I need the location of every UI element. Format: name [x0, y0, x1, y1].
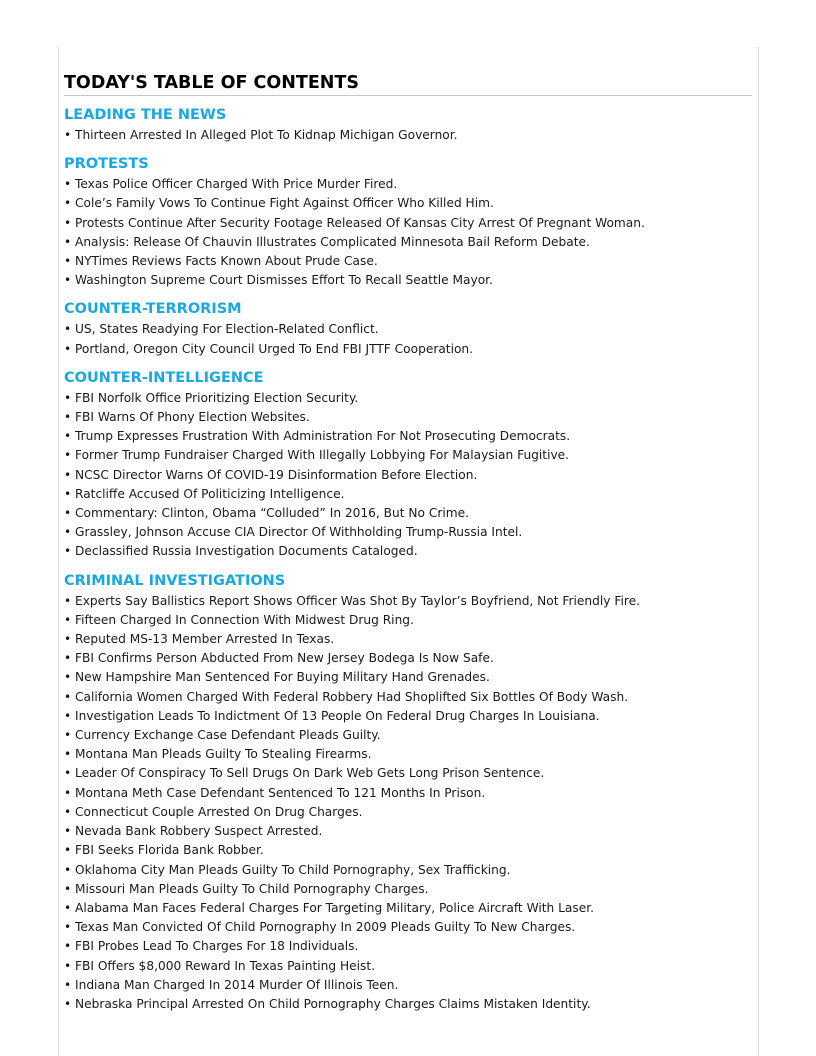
- headline-link[interactable]: Texas Police Officer Charged With Price Murder Fired.: [75, 177, 398, 192]
- toc-section: [64, 300, 752, 358]
- headline-list: [64, 175, 752, 290]
- headline-link[interactable]: Grassley, Johnson Accuse CIA Director Of Withholding Trump-Russia Intel.: [75, 525, 523, 540]
- headline-link[interactable]: Portland, Oregon City Council Urged To End FBI JTTF Cooperation.: [75, 341, 474, 356]
- headline-link[interactable]: Leader Of Conspiracy To Sell Drugs On Dark Web Gets Long Prison Sentence.: [75, 766, 545, 781]
- bullet-icon: •: [64, 544, 72, 559]
- headline-link[interactable]: FBI Probes Lead To Charges For 18 Individuals.: [75, 939, 359, 954]
- headline-link[interactable]: Investigation Leads To Indictment Of 13 People On Federal Drug Charges In Louisiana.: [75, 708, 600, 723]
- bullet-icon: •: [64, 177, 72, 192]
- bullet-icon: •: [64, 728, 72, 743]
- headline-link[interactable]: Trump Expresses Frustration With Administration For Not Prosecuting Democrats.: [75, 429, 571, 444]
- headline-link[interactable]: Alabama Man Faces Federal Charges For Targeting Military, Police Aircraft With Laser.: [75, 900, 594, 915]
- bullet-icon: •: [64, 486, 72, 501]
- headline-link[interactable]: New Hampshire Man Sentenced For Buying Military Hand Grenades.: [75, 670, 490, 685]
- headline-item[interactable]: [64, 271, 752, 290]
- headline-link[interactable]: FBI Confirms Person Abducted From New Jersey Bodega Is Now Safe.: [75, 651, 494, 666]
- bullet-icon: •: [64, 506, 72, 521]
- headline-link[interactable]: Declassified Russia Investigation Documents Cataloged.: [75, 544, 418, 559]
- bullet-icon: •: [64, 448, 72, 463]
- headline-item[interactable]: [64, 252, 752, 271]
- headline-link[interactable]: FBI Warns Of Phony Election Websites.: [75, 410, 310, 425]
- bullet-icon: •: [64, 215, 72, 230]
- bullet-icon: •: [64, 862, 72, 877]
- headline-list: [64, 320, 752, 358]
- section-heading[interactable]: COUNTER-INTELLIGENCE: [64, 369, 264, 386]
- headline-item[interactable]: [64, 976, 752, 995]
- headline-item[interactable]: [64, 918, 752, 937]
- headline-link[interactable]: Montana Meth Case Defendant Sentenced To 121 Months In Prison.: [75, 785, 486, 800]
- headline-item[interactable]: [64, 485, 752, 504]
- headline-item[interactable]: [64, 611, 752, 630]
- headline-item[interactable]: [64, 630, 752, 649]
- headline-link[interactable]: Protests Continue After Security Footage Released Of Kansas City Arrest Of Pregnant Woman.: [75, 215, 645, 230]
- bullet-icon: •: [64, 747, 72, 762]
- headline-item[interactable]: [64, 427, 752, 446]
- headline-link[interactable]: Missouri Man Pleads Guilty To Child Pornography Charges.: [75, 881, 429, 896]
- headline-link[interactable]: Indiana Man Charged In 2014 Murder Of Illinois Teen.: [75, 977, 399, 992]
- headline-link[interactable]: NYTimes Reviews Facts Known About Prude Case.: [75, 254, 378, 269]
- headline-item[interactable]: [64, 803, 752, 822]
- toc-section: [64, 106, 752, 145]
- bullet-icon: •: [64, 824, 72, 839]
- bullet-icon: •: [64, 525, 72, 540]
- headline-link[interactable]: FBI Norfolk Office Prioritizing Election Security.: [75, 390, 359, 405]
- headline-link[interactable]: Connecticut Couple Arrested On Drug Charges.: [75, 804, 363, 819]
- bullet-icon: •: [64, 843, 72, 858]
- headline-link[interactable]: Commentary: Clinton, Obama “Colluded” In 2016, But No Crime.: [75, 506, 470, 521]
- headline-link[interactable]: FBI Offers $8,000 Reward In Texas Painting Heist.: [75, 958, 376, 973]
- bullet-icon: •: [64, 766, 72, 781]
- headline-item[interactable]: [64, 542, 752, 561]
- bullet-icon: •: [64, 390, 72, 405]
- headline-item[interactable]: [64, 214, 752, 233]
- headline-list: [64, 389, 752, 562]
- page-title: TODAY'S TABLE OF CONTENTS: [64, 72, 752, 96]
- bullet-icon: •: [64, 651, 72, 666]
- bullet-icon: •: [64, 804, 72, 819]
- bullet-icon: •: [64, 708, 72, 723]
- bullet-icon: •: [64, 958, 72, 973]
- headline-link[interactable]: California Women Charged With Federal Robbery Had Shoplifted Six Bottles Of Body Wash.: [75, 689, 629, 704]
- bullet-icon: •: [64, 234, 72, 249]
- headline-item[interactable]: [64, 937, 752, 956]
- bullet-icon: •: [64, 612, 72, 627]
- headline-item[interactable]: [64, 592, 752, 611]
- bullet-icon: •: [64, 254, 72, 269]
- headline-item[interactable]: [64, 745, 752, 764]
- headline-item[interactable]: [64, 408, 752, 427]
- toc-section: [64, 572, 752, 1014]
- bullet-icon: •: [64, 273, 72, 288]
- bullet-icon: •: [64, 670, 72, 685]
- headline-item[interactable]: [64, 822, 752, 841]
- section-heading[interactable]: COUNTER-TERRORISM: [64, 301, 242, 318]
- headline-list: [64, 126, 752, 145]
- bullet-icon: •: [64, 977, 72, 992]
- table-of-contents: [64, 72, 752, 1024]
- headline-item[interactable]: [64, 466, 752, 485]
- headline-link[interactable]: US, States Readying For Election-Related Conflict.: [75, 322, 379, 337]
- headline-link[interactable]: FBI Seeks Florida Bank Robber.: [75, 843, 264, 858]
- section-heading[interactable]: LEADING THE NEWS: [64, 107, 227, 123]
- bullet-icon: •: [64, 593, 72, 608]
- headline-item[interactable]: [64, 707, 752, 726]
- headline-link[interactable]: NCSC Director Warns Of COVID-19 Disinformation Before Election.: [75, 467, 478, 482]
- headline-link[interactable]: Oklahoma City Man Pleads Guilty To Child Pornography, Sex Trafficking.: [75, 862, 511, 877]
- headline-item[interactable]: [64, 880, 752, 899]
- headline-link[interactable]: Experts Say Ballistics Report Shows Officer Was Shot By Taylor’s Boyfriend, Not Friendly Fire.: [75, 593, 640, 608]
- headline-item[interactable]: [64, 861, 752, 880]
- toc-section: [64, 369, 752, 562]
- bullet-icon: •: [64, 322, 72, 337]
- headline-link[interactable]: Cole’s Family Vows To Continue Fight Against Officer Who Killed Him.: [75, 196, 494, 211]
- headline-link[interactable]: Currency Exchange Case Defendant Pleads Guilty.: [75, 728, 381, 743]
- headline-item[interactable]: [64, 841, 752, 860]
- headline-item[interactable]: [64, 340, 752, 359]
- headline-item[interactable]: [64, 126, 752, 145]
- headline-item[interactable]: [64, 668, 752, 687]
- headline-item[interactable]: [64, 446, 752, 465]
- headline-link[interactable]: Ratcliffe Accused Of Politicizing Intelligence.: [75, 486, 345, 501]
- headline-item[interactable]: [64, 523, 752, 542]
- headline-link[interactable]: Texas Man Convicted Of Child Pornography In 2009 Pleads Guilty To New Charges.: [75, 920, 576, 935]
- headline-item[interactable]: [64, 649, 752, 668]
- headline-link[interactable]: Reputed MS-13 Member Arrested In Texas.: [75, 632, 335, 647]
- headline-item[interactable]: [64, 957, 752, 976]
- bullet-icon: •: [64, 429, 72, 444]
- section-heading[interactable]: CRIMINAL INVESTIGATIONS: [64, 572, 286, 589]
- sections-container: [64, 106, 752, 1014]
- bullet-icon: •: [64, 920, 72, 935]
- headline-link[interactable]: Analysis: Release Of Chauvin Illustrates Complicated Minnesota Bail Reform Debate.: [75, 234, 590, 249]
- headline-item[interactable]: [64, 688, 752, 707]
- bullet-icon: •: [64, 196, 72, 211]
- bullet-icon: •: [64, 689, 72, 704]
- headline-link[interactable]: Washington Supreme Court Dismisses Effort To Recall Seattle Mayor.: [75, 273, 493, 288]
- headline-item[interactable]: [64, 504, 752, 523]
- bullet-icon: •: [64, 632, 72, 647]
- headline-link[interactable]: Nevada Bank Robbery Suspect Arrested.: [75, 824, 323, 839]
- bullet-icon: •: [64, 467, 72, 482]
- bullet-icon: •: [64, 341, 72, 356]
- headline-item[interactable]: [64, 995, 752, 1014]
- headline-link[interactable]: Fifteen Charged In Connection With Midwest Drug Ring.: [75, 612, 414, 627]
- headline-link[interactable]: Nebraska Principal Arrested On Child Pornography Charges Claims Mistaken Identity.: [75, 996, 591, 1011]
- headline-item[interactable]: [64, 233, 752, 252]
- toc-section: [64, 155, 752, 290]
- bullet-icon: •: [64, 881, 72, 896]
- bullet-icon: •: [64, 996, 72, 1011]
- headline-item[interactable]: [64, 175, 752, 194]
- headline-item[interactable]: [64, 899, 752, 918]
- headline-link[interactable]: Thirteen Arrested In Alleged Plot To Kidnap Michigan Governor.: [75, 128, 458, 142]
- section-heading[interactable]: PROTESTS: [64, 156, 149, 173]
- bullet-icon: •: [64, 900, 72, 915]
- headline-item[interactable]: [64, 389, 752, 408]
- headline-link[interactable]: Former Trump Fundraiser Charged With Illegally Lobbying For Malaysian Fugitive.: [75, 448, 570, 463]
- headline-item[interactable]: [64, 194, 752, 213]
- bullet-icon: •: [64, 939, 72, 954]
- bullet-icon: •: [64, 128, 72, 142]
- headline-link[interactable]: Montana Man Pleads Guilty To Stealing Firearms.: [75, 747, 372, 762]
- headline-item[interactable]: [64, 784, 752, 803]
- headline-item[interactable]: [64, 764, 752, 783]
- headline-list: [64, 592, 752, 1014]
- bullet-icon: •: [64, 410, 72, 425]
- headline-item[interactable]: [64, 320, 752, 339]
- headline-item[interactable]: [64, 726, 752, 745]
- bullet-icon: •: [64, 785, 72, 800]
